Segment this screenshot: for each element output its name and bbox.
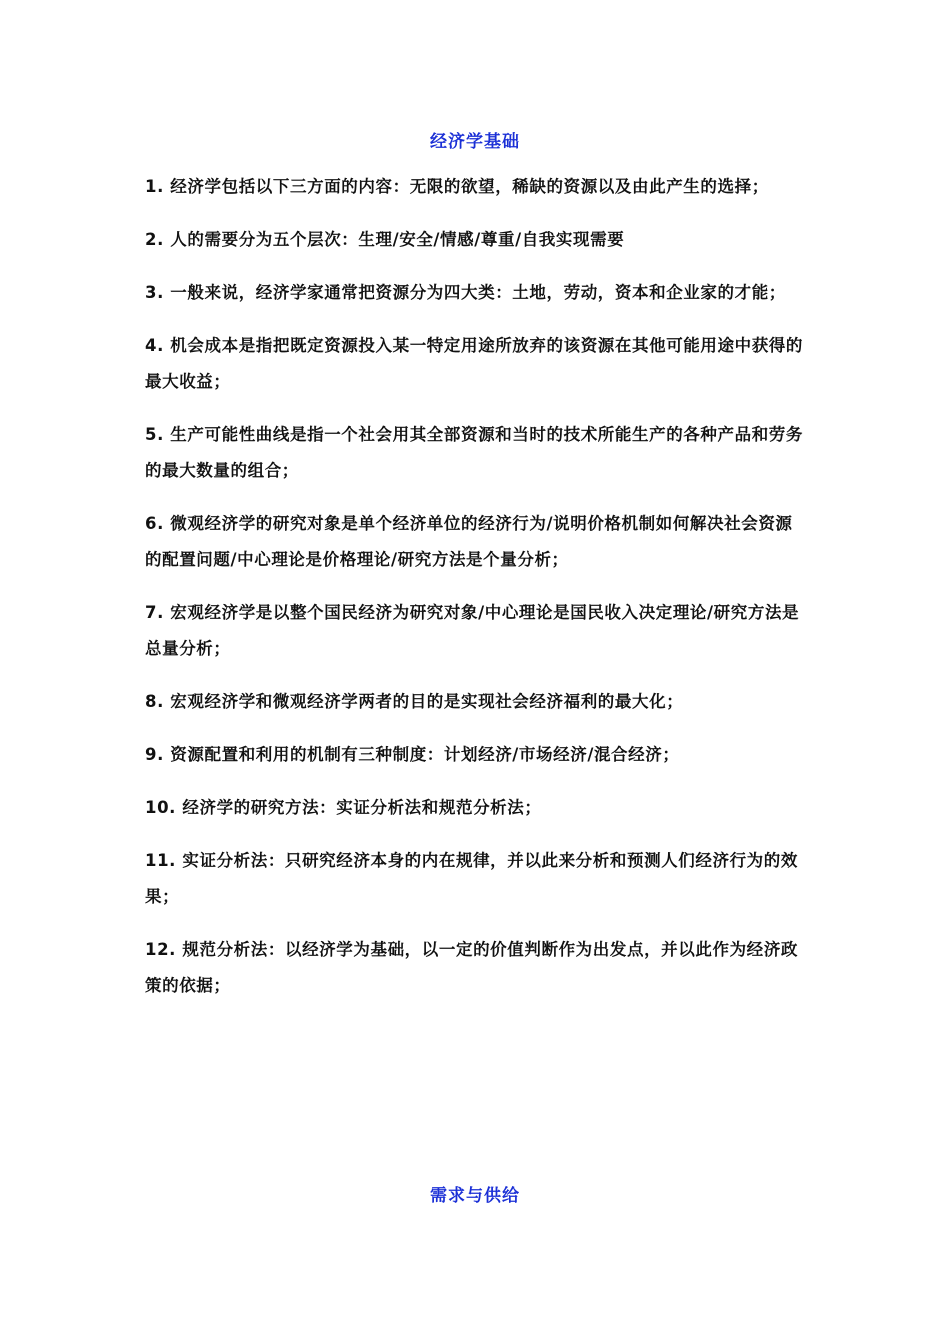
item-list	[145, 169, 805, 1021]
list-item: 12. 规范分析法：以经济学为基础，以一定的价值判断作为出发点，并以此作为经济政策的依据；	[145, 940, 798, 995]
list-item: 7. 宏观经济学是以整个国民经济为研究对象/中心理论是国民收入决定理论/研究方法是总量分析；	[145, 603, 800, 658]
list-item: 2. 人的需要分为五个层次：生理/安全/情感/尊重/自我实现需要	[145, 230, 625, 249]
list-item: 1. 经济学包括以下三方面的内容：无限的欲望，稀缺的资源以及由此产生的选择；	[145, 177, 769, 196]
list-item: 4. 机会成本是指把既定资源投入某一特定用途所放弃的该资源在其他可能用途中获得的最大收益；	[145, 336, 803, 391]
list-item: 9. 资源配置和利用的机制有三种制度：计划经济/市场经济/混合经济；	[145, 745, 680, 764]
list-item: 3. 一般来说，经济学家通常把资源分为四大类：土地，劳动，资本和企业家的才能；	[145, 283, 786, 302]
list-item: 10. 经济学的研究方法：实证分析法和规范分析法；	[145, 798, 542, 817]
list-item: 11. 实证分析法：只研究经济本身的内在规律，并以此来分析和预测人们经济行为的效果；	[145, 851, 798, 906]
list-item: 6. 微观经济学的研究对象是单个经济单位的经济行为/说明价格机制如何解决社会资源的配置问题/中心理论是价格理论/研究方法是个量分析；	[145, 514, 793, 569]
list-item: 8. 宏观经济学和微观经济学两者的目的是实现社会经济福利的最大化；	[145, 692, 684, 711]
list-item: 5. 生产可能性曲线是指一个社会用其全部资源和当时的技术所能生产的各种产品和劳务的最大数量的组合；	[145, 425, 803, 480]
section-title-supply-demand: 需求与供给	[430, 1186, 520, 1206]
section-title-economics-basics: 经济学基础	[430, 132, 520, 152]
